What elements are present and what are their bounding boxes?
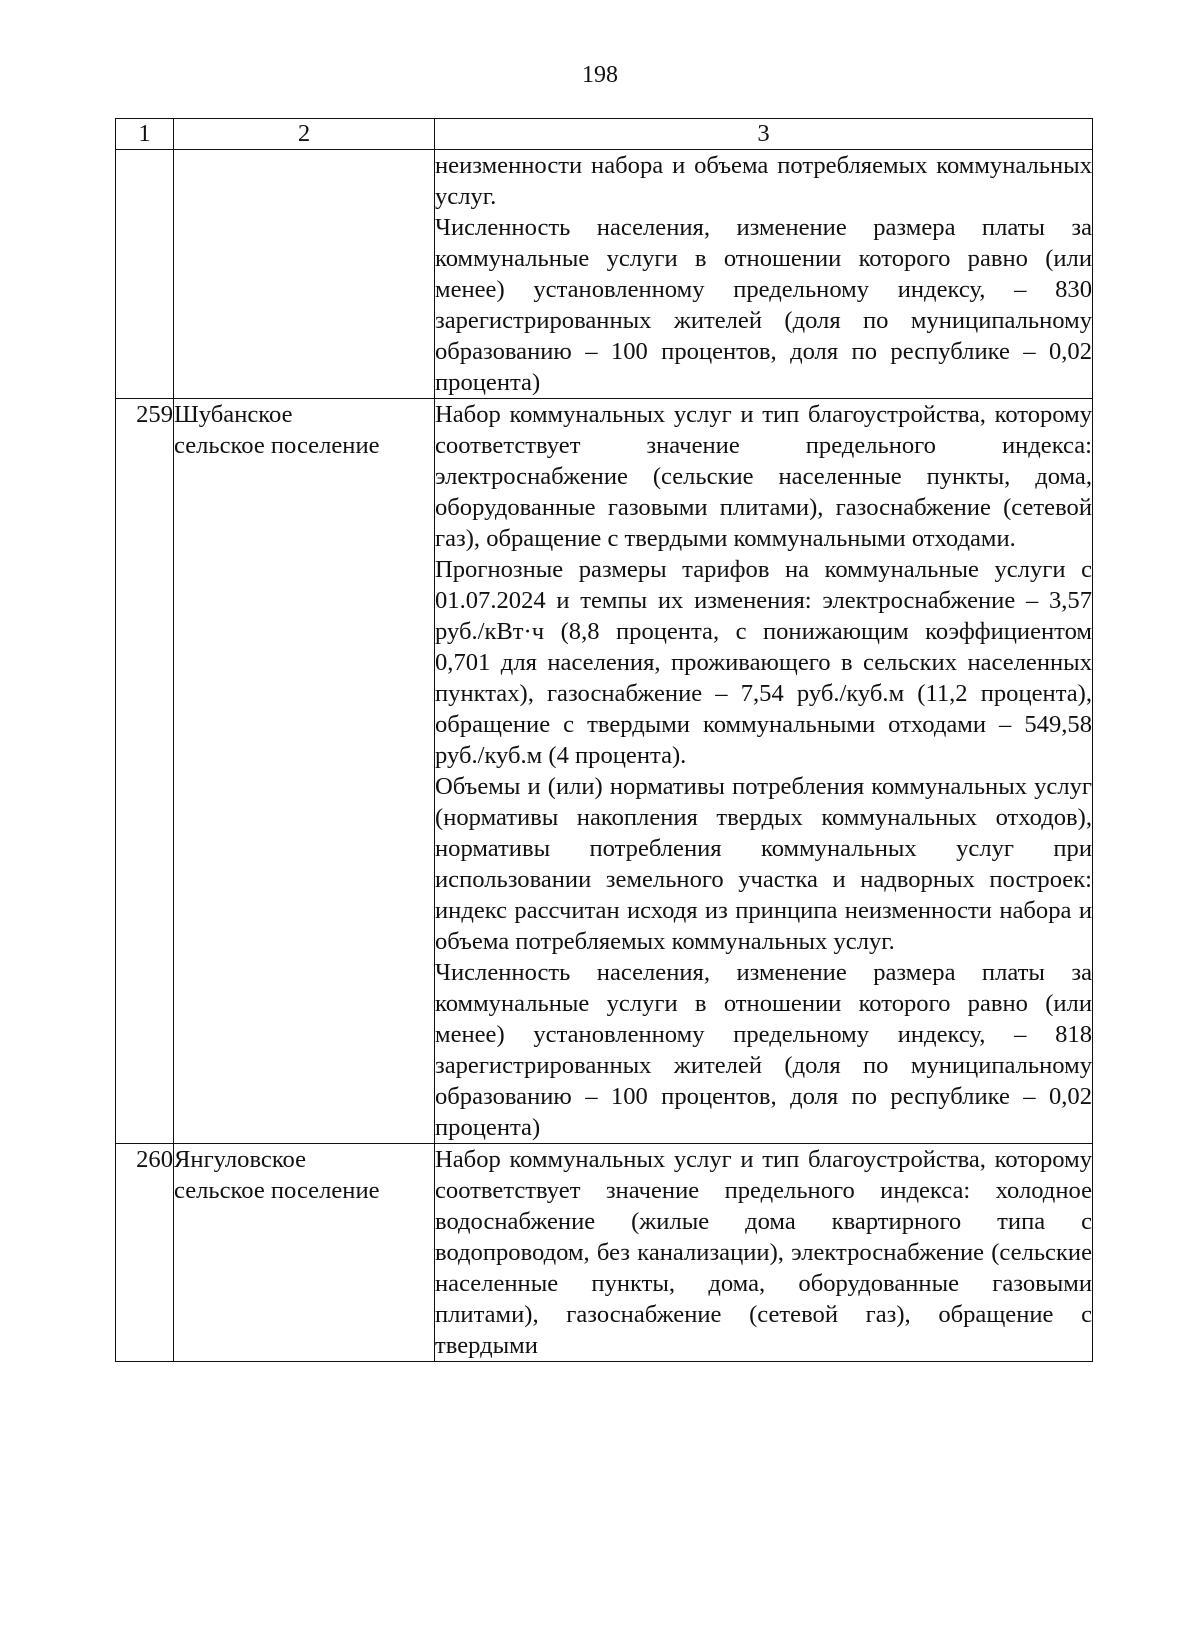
row-description <box>435 399 1093 1144</box>
description-paragraph: Прогнозные размеры тарифов на коммунальные услуги с 01.07.2024 и темпы их изменения: электроснабжение – 3,57 руб./кВт·ч (8,8 процента, с понижающим коэффициентом 0,701 для населения, проживающего в сельских населенных пунктах), газоснабжение – 7,54 руб./куб.м (11,2 процента), обращение с твердыми коммунальными отходами – 549,58 руб./куб.м (4 процента). <box>435 556 1092 769</box>
page-number: 198 <box>582 62 618 88</box>
table-row <box>116 150 1093 399</box>
settlement-name: Шубанское сельское поселение <box>174 399 435 1144</box>
description-paragraph: неизменности набора и объема потребляемых коммунальных услуг. <box>435 152 1092 210</box>
table-row <box>116 399 1093 1144</box>
description-paragraph: Численность населения, изменение размера платы за коммунальные услуги в отношении которого равно (или менее) установленному предельному индексу, – 830 зарегистрированных жителей (доля по муниципальному образованию – 100 процентов, доля по республике – 0,02 процента) <box>435 214 1092 396</box>
table-header-row <box>116 119 1093 150</box>
column-header-2: 2 <box>174 119 435 150</box>
settlement-name: Янгуловское сельское поселение <box>174 1144 435 1362</box>
row-number: 260 <box>116 1144 174 1362</box>
description-paragraph: Объемы и (или) нормативы потребления коммунальных услуг (нормативы накопления твердых коммунальных отходов), нормативы потребления коммунальных услуг при использовании земельного участка и надворных построек: индекс рассчитан исходя из принципа неизменности набора и объема потребляемых коммунальных услуг. <box>435 773 1092 955</box>
description-paragraph: Набор коммунальных услуг и тип благоустройства, которому соответствует значение предельного индекса: электроснабжение (сельские населенные пункты, дома, оборудованные газовыми плитами), газоснабжение (сетевой газ), обращение с твердыми коммунальными отходами. <box>435 401 1092 552</box>
row-description <box>435 150 1093 399</box>
row-number: 259 <box>116 399 174 1144</box>
row-description <box>435 1144 1093 1362</box>
tariff-table <box>115 118 1093 1362</box>
table-row <box>116 1144 1093 1362</box>
settlement-name <box>174 150 435 399</box>
description-paragraph: Набор коммунальных услуг и тип благоустройства, которому соответствует значение предельного индекса: холодное водоснабжение (жилые дома квартирного типа с водопроводом, без канализации), электроснабжение (сельские населенные пункты, дома, оборудованные газовыми плитами), газоснабжение (сетевой газ), обращение с твердыми <box>435 1146 1092 1359</box>
description-paragraph: Численность населения, изменение размера платы за коммунальные услуги в отношении которого равно (или менее) установленному предельному индексу, – 818 зарегистрированных жителей (доля по муниципальному образованию – 100 процентов, доля по республике – 0,02 процента) <box>435 959 1092 1141</box>
row-number <box>116 150 174 399</box>
column-header-1: 1 <box>116 119 174 150</box>
column-header-3: 3 <box>435 119 1093 150</box>
